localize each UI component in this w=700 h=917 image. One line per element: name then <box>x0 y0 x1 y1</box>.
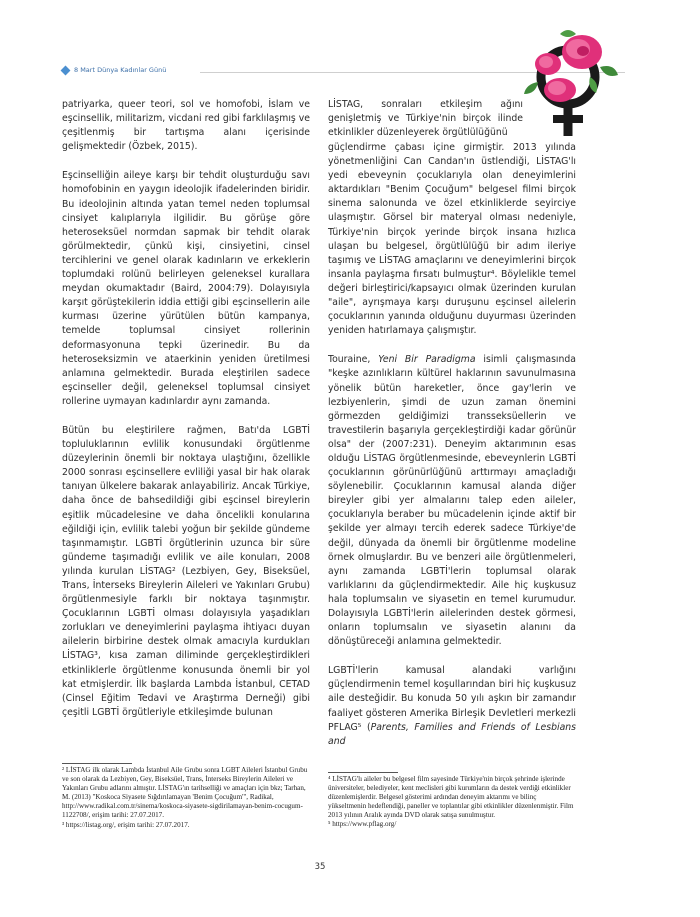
left-column <box>62 98 310 720</box>
venus-symbol-with-roses-icon <box>520 22 625 142</box>
paragraph: Bütün bu eleştirilere rağmen, Batı'da LGBTİ topluluklarının evlilik konusundaki örgütlenme düzeylerinin önemli bir noktaya ulaştığını, özellikle 2000 sonrası eşcinsellere evliliği yasal bir hak olarak tanıyan ülkelere bakarak anlayabiliriz. Ancak Türkiye, daha önce de bahsedildiği gibi eşcinsel bireylerin eşitlik mücadelesine ve daha öncelikli konularına eğildiği için, evlilik talebi yoğun bir şekilde gündeme taşınmamıştır. LGBTİ örgütlerinin uzunca bir süre gündeme taşımadığı evlilik ve aile konuları, 2008 yılında kurulan LİSTAG² (Lezbiyen, Gey, Biseksüel, Trans, İnterseks Bireylerin Aileleri ve Yakınları Grubu) örgütlenmesiyle farklı bir noktaya taşınmıştır. Çocuklarının LGBTİ olması dolayısıyla yaşadıkları zorlukları ve deneyimlerini paylaşma ihtiyacı duyan ailelerin birbirine destek olmak amacıyla kurdukları LİSTAG³, kısa zaman diliminde gerçekleştirdikleri etkinliklerle örgütlenme konusunda önemli bir yol kat etmişlerdir. İlk başlarda Lambda İstanbul, CETAD (Cinsel Eğitim Tedavi ve Araştırma Derneği) gibi çeşitli LGBTİ örgütleriyle etkileşimde bulunan <box>62 424 310 718</box>
paragraph: LİSTAG, sonraları etkileşim ağını genişletmiş ve Türkiye'nin birçok ilinde etkinlikler düzenleyerek örgütlülüğünü <box>328 99 523 139</box>
diamond-icon <box>61 65 71 75</box>
footnote: ⁵ https://www.pflag.org/ <box>328 820 397 829</box>
footnote-divider <box>62 763 132 764</box>
running-header <box>62 66 166 74</box>
footnotes-right <box>328 775 576 830</box>
paragraph: LGBTİ'lerin kamusal alandaki varlığını güçlendirmenin temel koşullarından biri hiç kuşkusuz aile desteğidir. Bu konuda 50 yılı aşkın bir zamandır faaliyet gösteren Amerika Birleşik Devletleri merkezli PFLAG⁵ (Parents, Families and Friends of Lesbians and <box>328 665 577 747</box>
paragraph: Touraine, Yeni Bir Paradigma isimli çalışmasında "keşke azınlıkların kültürel haklarının savunulmasına yönelik bütün hareketler, önce gay'lerin ve lezbiyenlerin, şimdi de uzun zaman önemini görmezden geldiğimizi transseksüellerin ve travestilerin başarıyla gerçekleştirdiği kadar görünür olsa" der (2007:231). Deneyim aktarımının esas olduğu LİSTAG örgütlenmesinde, ebeveynlerin LGBTİ çocuklarının görünürlüğünü arttırmayı amaçladığı söylenebilir. Çocuklarının kamusal alanda diğer bireyler gibi yer almalarını talep eden aileler, çocuklarıyla beraber bu mücadelenin içinde aktif bir şekilde yer almayı tercih ederek sadece Türkiye'de değil, dünyada da önemli bir örgütlenme modeline örnek olmuşlardır. Bu ve benzeri aile örgütlenmeleri, aynı zamanda LGBTİ'lerin toplumsal olarak varlıklarını da güçlendirmektedir. Aile hiç kuşkusuz hala toplumsalın ve siyasetin en temel kurumudur. Dolayısıyla LGBTİ'lerin ailelerinden destek görmesi, onların toplumsalın ve siyasetin alanını da dönüştüreceği anlamına gelmektedir. <box>328 354 576 648</box>
footnote: ³ https://listag.org/, erişim tarihi: 27.07.2017. <box>62 820 190 829</box>
footnote: ⁴ LİSTAG'lı aileler bu belgesel film sayesinde Türkiye'nin birçok şehrinde işlerinde üniversiteler, belediyeler, kent meclisleri gibi kurumların da destek verdiği etkinlikler düzenlemişlerdir. Belgesel gösterimi ardından deneyim aktarımı ve bilinç yükseltmenin hedeflendiği, paneller ve toplantılar gibi etkinlikler düzenlenmiştir. Film 2013 yılının Aralık ayında DVD olarak satışa sunulmuştur. <box>328 775 574 820</box>
footnote-divider <box>328 772 398 773</box>
right-column-intro <box>328 98 523 140</box>
footnotes-left <box>62 766 310 830</box>
footnote: ² LİSTAG ilk olarak Lambda İstanbul Aile Grubu sonra LGBT Aileleri İstanbul Grubu ve son olarak da Lezbiyen, Gey, Biseksüel, Trans, İnterseks Bireylerin Aileleri ve Yakınları Grubu adlarını almıştır. LİSTAG'ın tarihselliği ve amaçları için bkz; Tarhan, M. (2013) "Koskoca Siyasete Sığdırılamayan 'Benim Çocuğum'", Radikal, http://www.radikal.com.tr/sinema/koskoca-siyasete-sigdirilamayan-benim-cocugum-1122708/, erişim tarihi: 27.07.2017. <box>62 766 308 820</box>
paragraph: patriyarka, queer teori, sol ve homofobi, İslam ve eşcinsellik, militarizm, vicdani red gibi farklılaşmış ve çeşitlenmiş bir tartışma alanı içerisinde gelişmektedir (Özbek, 2015). <box>62 99 310 153</box>
page-number: 35 <box>314 862 326 872</box>
paragraph: güçlendirme çabası içine girmiştir. 2013 yılında yönetmenliğini Can Candan'ın üstlendiği, LİSTAG'lı yedi ebeveynin çocuklarıyla olan deneyimlerini aktardıkları "Benim Çocuğum" belgesel filmi birçok sinema salonunda ve özel etkinliklerde seyirciye ulaşmıştır. Görsel bir materyal olması nedeniyle, Türkiye'nin birçok yerinde birçok insana hızlıca ulaşan bu belgesel, örgütlülüğü bir adım ileriye taşımış ve LİSTAG amaçlarını ve deneyimlerini birçok insanla paylaşma fırsatı bulmuştur⁴. Böylelikle temel değeri birleştirici/kapsayıcı olmak üzerinden kurulan "aile", ayrışmaya karşı duruşunu eşcinsel ailelerin çocuklarının yanında olduğunu duyurması üzerinden yeniden hatırlamaya çalışmıştır. <box>328 142 576 337</box>
right-column <box>328 141 576 749</box>
paragraph: Eşcinselliğin aileye karşı bir tehdit oluşturduğu savı homofobinin en yaygın ideolojik ifadelerinden biridir. Bu ideolojinin altında yatan temel neden toplumsal cinsiyet kalıplarıyla ilgilidir. Bu görüşe göre heteroseksüel normdan sapmak bir tehdit olarak görülmektedir, çünkü kişi, cinsiyetini, cinsel tercihlerini ve genel olarak kadınların ve erkeklerin toplumdaki rolünü belirleyen geleneksel kurallara meydan okumaktadır (Baird, 2004:79). Dolayısıyla karşıt görüştekilerin iddia ettiği gibi eşcinsellerin aile kurması üzerine yürütülen bütün kampanya, temelde toplumsal cinsiyet rollerinin deformasyonuna tepki üzerinedir. Bu da heteroseksizmin ve ataerkinin yeniden üretilmesi anlamına gelmektedir. Burada eleştirilen sadece eşcinseller değil, geleneksel toplumsal cinsiyet rollerine uymayan kadınlardır aynı zamanda. <box>62 170 310 407</box>
header-title: 8 Mart Dünya Kadınlar Günü <box>74 66 167 74</box>
